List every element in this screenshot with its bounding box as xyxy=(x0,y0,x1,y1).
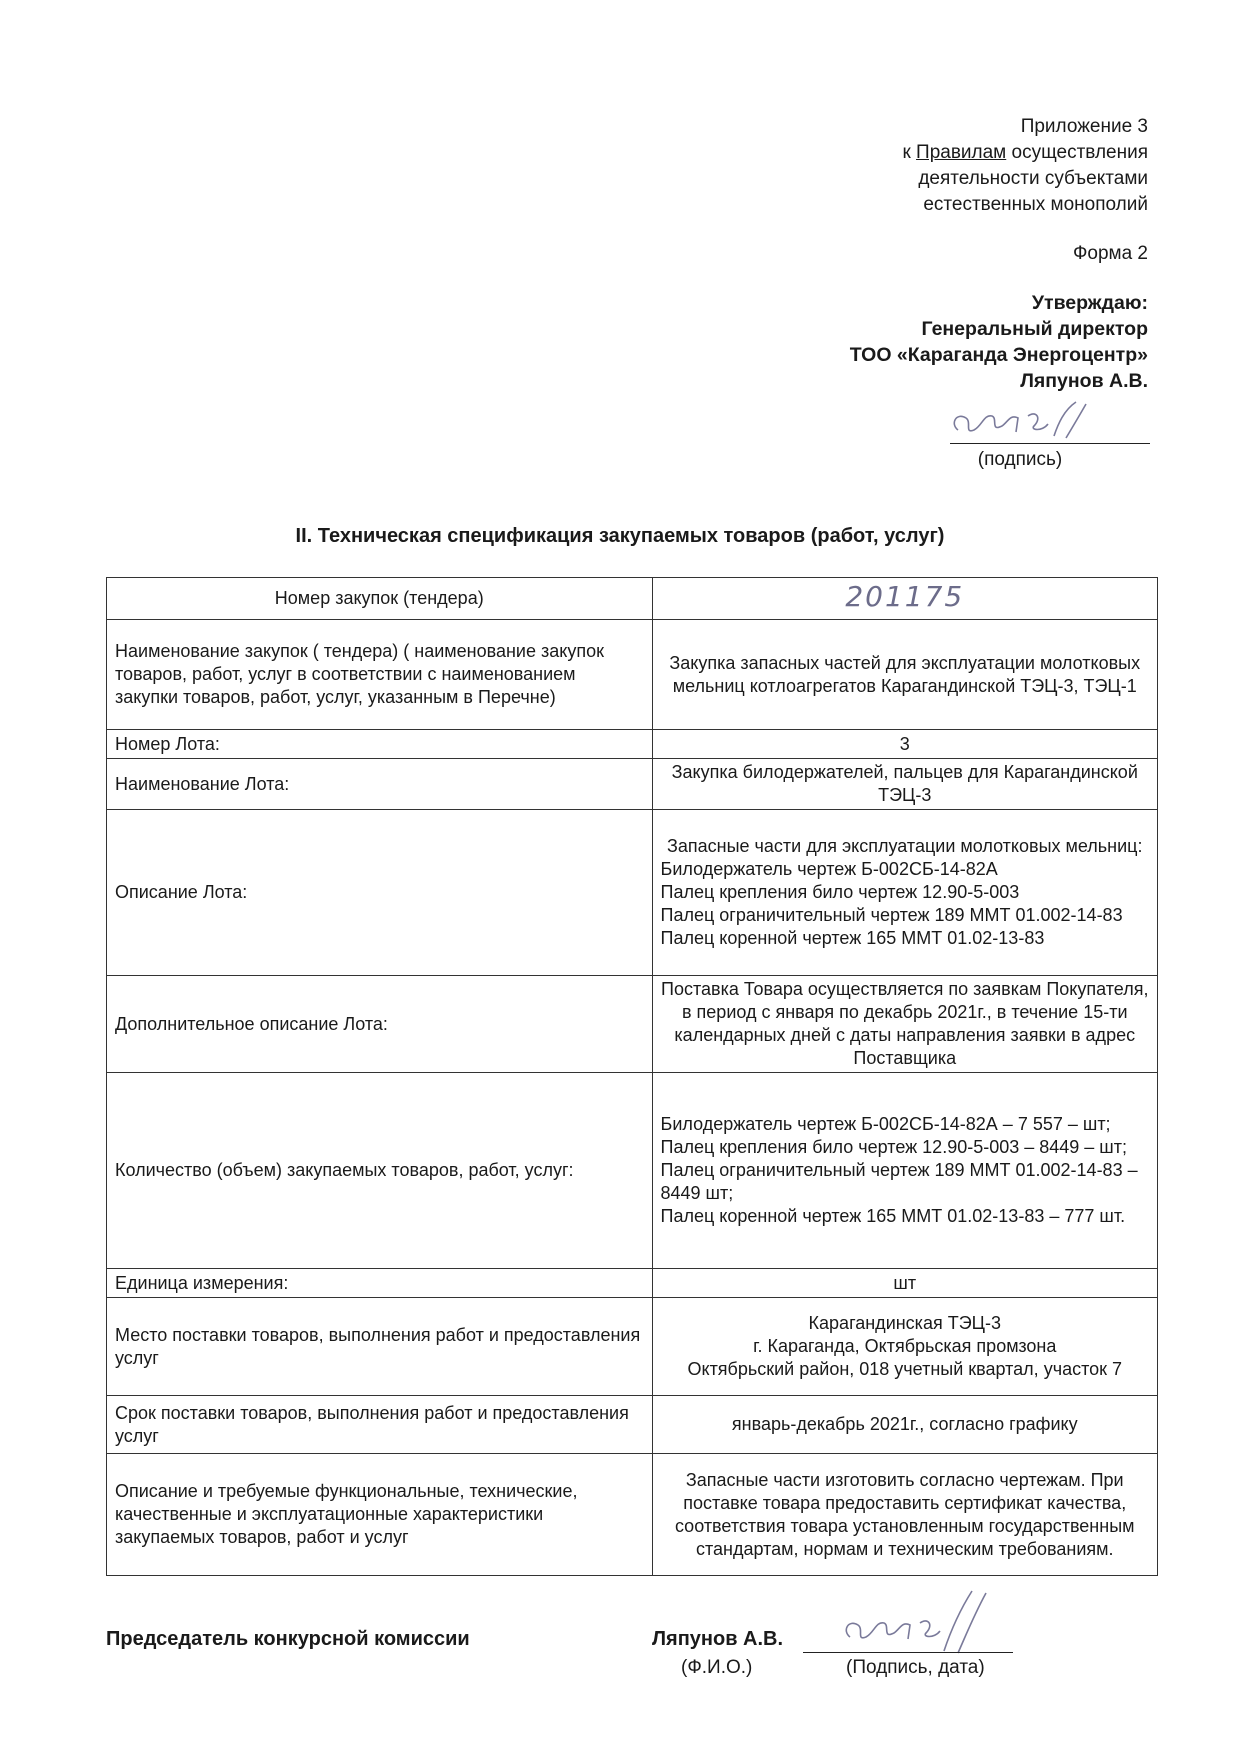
appendix-block xyxy=(902,114,1148,218)
section-title: II. Техническая спецификация закупаемых товаров (работ, услуг) xyxy=(295,525,945,547)
value-line: Палец коренной чертеж 165 ММТ 01.02-13-83 – 777 шт. xyxy=(660,1206,1126,1226)
value-line: Палец коренной чертеж 165 ММТ 01.02-13-83 xyxy=(660,928,1045,948)
table-row xyxy=(107,976,1158,1073)
row-value xyxy=(652,578,1157,620)
appendix-line: естественных монополий xyxy=(923,194,1148,215)
approval-name: Ляпунов А.В. xyxy=(1020,370,1148,392)
row-label: Наименование Лота: xyxy=(107,759,653,810)
row-value: Закупка запасных частей для эксплуатации молотковых мельниц котлоагрегатов Карагандинской ТЭЦ-3, ТЭЦ-1 xyxy=(652,620,1157,730)
appendix-suffix: осуществления xyxy=(1006,142,1148,163)
table-row xyxy=(107,730,1158,759)
signature-date-caption: (Подпись, дата) xyxy=(846,1657,985,1678)
row-label: Номер закупок (тендера) xyxy=(107,578,653,620)
rules-link[interactable]: Правилам xyxy=(916,142,1007,163)
value-line: Палец крепления било чертеж 12.90-5-003 – 8449 – шт; xyxy=(660,1137,1127,1157)
row-label: Единица измерения: xyxy=(107,1269,653,1298)
value-line: Карагандинская ТЭЦ-3 xyxy=(808,1313,1001,1333)
chairman-name: Ляпунов А.В. xyxy=(652,1628,784,1650)
row-value: Поставка Товара осуществляется по заявкам Покупателя, в период с января по декабрь 2021г., в течение 15-ти календарных дней с даты направления заявки в адрес Поставщика xyxy=(652,976,1157,1073)
table-row xyxy=(107,578,1158,620)
table-row xyxy=(107,759,1158,810)
approval-company: ТОО «Караганда Энергоцентр» xyxy=(849,344,1148,366)
row-value xyxy=(652,1298,1157,1396)
row-value: Закупка билодержателей, пальцев для Карагандинской ТЭЦ-3 xyxy=(652,759,1157,810)
value-line: Октябрьский район, 018 учетный квартал, участок 7 xyxy=(687,1359,1123,1379)
value-line: Палец крепления било чертеж 12.90-5-003 xyxy=(660,882,1020,902)
approval-block xyxy=(850,290,1148,394)
chairman-signature xyxy=(840,1585,1012,1655)
row-label: Номер Лота: xyxy=(107,730,653,759)
director-signature xyxy=(946,400,1148,442)
approval-title: Утверждаю: xyxy=(1031,292,1148,314)
row-value: Запасные части изготовить согласно чертежам. При поставке товара предоставить сертификат качества, соответствия товара установленным государственным стандартам, нормам и техническим требованиям. xyxy=(652,1454,1157,1576)
chairman-label: Председатель конкурсной комиссии xyxy=(106,1628,470,1650)
row-value: январь-декабрь 2021г., согласно графику xyxy=(652,1396,1157,1454)
row-label: Описание и требуемые функциональные, технические, качественные и эксплуатационные характеристики закупаемых товаров, работ и услуг xyxy=(107,1454,653,1576)
appendix-prefix: к xyxy=(902,142,917,163)
value-line: Билодержатель чертеж Б-002СБ-14-82А – 7 557 – шт; xyxy=(660,1114,1111,1134)
table-row xyxy=(107,1298,1158,1396)
value-line: Палец ограничительный чертеж 189 ММТ 01.002-14-83 – 8449 шт; xyxy=(660,1160,1138,1203)
row-label: Описание Лота: xyxy=(107,810,653,976)
appendix-line-rules xyxy=(902,140,1148,166)
approval-position: Генеральный директор xyxy=(921,318,1148,340)
value-line: г. Караганда, Октябрьская промзона xyxy=(753,1336,1057,1356)
form-number: Форма 2 xyxy=(1072,243,1148,264)
row-label: Срок поставки товаров, выполнения работ и предоставления услуг xyxy=(107,1396,653,1454)
row-value xyxy=(652,1073,1157,1269)
table-row xyxy=(107,1073,1158,1269)
value-line: Запасные части для эксплуатации молотковых мельниц: xyxy=(667,836,1143,856)
signature-line xyxy=(803,1652,1013,1653)
appendix-line: деятельности субъектами xyxy=(918,168,1148,189)
row-value xyxy=(652,810,1157,976)
signature-caption: (подпись) xyxy=(977,449,1063,470)
table-row xyxy=(107,810,1158,976)
tender-number-handwritten: 201175 xyxy=(845,580,965,613)
signature-line xyxy=(950,443,1150,444)
specification-table xyxy=(106,577,1158,1576)
table-row xyxy=(107,620,1158,730)
fio-caption: (Ф.И.О.) xyxy=(681,1657,753,1678)
row-label: Дополнительное описание Лота: xyxy=(107,976,653,1073)
row-label: Количество (объем) закупаемых товаров, работ, услуг: xyxy=(107,1073,653,1269)
row-label: Наименование закупок ( тендера) ( наименование закупок товаров, работ, услуг в соответствии с наименованием закупки товаров, работ, услуг, указанным в Перечне) xyxy=(107,620,653,730)
value-line: Палец ограничительный чертеж 189 ММТ 01.002-14-83 xyxy=(660,905,1123,925)
table-row xyxy=(107,1454,1158,1576)
appendix-line: Приложение 3 xyxy=(1020,116,1148,137)
table-row xyxy=(107,1269,1158,1298)
value-line: Билодержатель чертеж Б-002СБ-14-82А xyxy=(660,859,998,879)
row-value: 3 xyxy=(652,730,1157,759)
row-label: Место поставки товаров, выполнения работ и предоставления услуг xyxy=(107,1298,653,1396)
row-value: шт xyxy=(652,1269,1157,1298)
table-row xyxy=(107,1396,1158,1454)
